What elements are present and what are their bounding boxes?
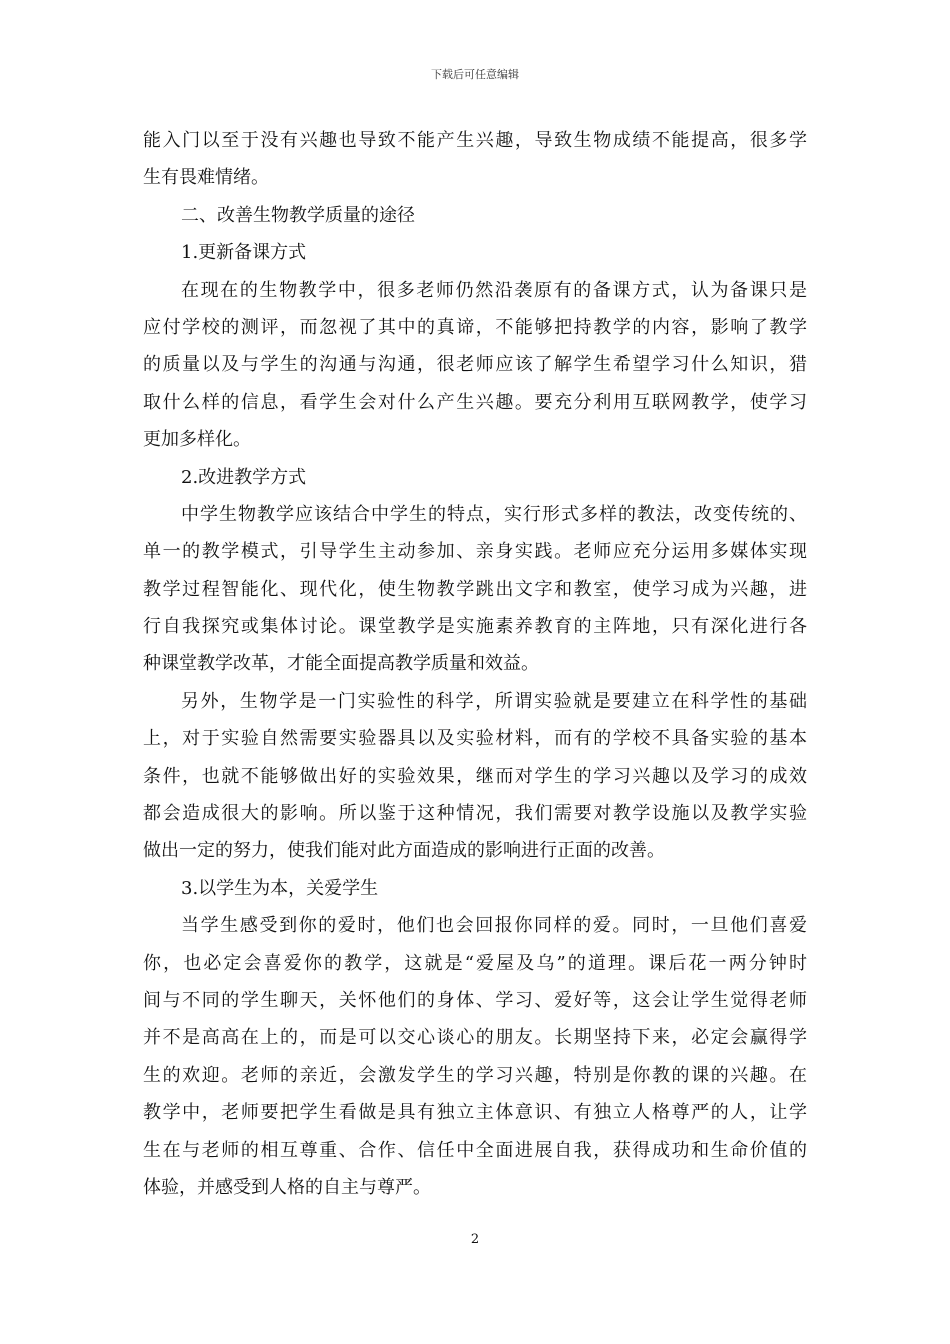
- text-line: 做出一定的努力，使我们能对此方面造成的影响进行正面的改善。: [143, 840, 665, 862]
- text-line: 当学生感受到你的爱时，他们也会回报你同样的爱。同时，一旦他们喜爱: [181, 915, 807, 937]
- text-line: 能入门以至于没有兴趣也导致不能产生兴趣，导致生物成绩不能提高，很多学: [143, 130, 807, 151]
- text-line: 的质量以及与学生的沟通与沟通，很老师应该了解学生希望学习什么知识，猎: [143, 354, 807, 376]
- text-line: 间与不同的学生聊天，关怀他们的身体、学习、爱好等，这会让学生觉得老师: [143, 989, 807, 1011]
- body-text: [143, 122, 807, 1206]
- text-line: 生有畏难情绪。: [143, 167, 269, 189]
- text-line: 更加多样化。: [143, 429, 251, 451]
- text-line: 条件，也就不能够做出好的实验效果，继而对学生的学习兴趣以及学习的成效: [143, 765, 807, 787]
- text-line: 生在与老师的相互尊重、合作、信任中全面进展自我，获得成功和生命价值的: [143, 1139, 807, 1161]
- text-line: 教学过程智能化、现代化，使生物教学跳出文字和教室，使学习成为兴趣，进: [143, 578, 807, 600]
- text-line: 教学中，老师要把学生看做是具有独立主体意识、有独立人格尊严的人，让学: [143, 1102, 807, 1124]
- text-line: 体验，并感受到人格的自主与尊严。: [143, 1176, 431, 1198]
- text-line: 中学生物教学应该结合中学生的特点，实行形式多样的教法，改变传统的、: [181, 503, 807, 525]
- text-line: 取什么样的信息，看学生会对什么产生兴趣。要充分利用互联网教学，使学习: [143, 391, 807, 413]
- text-line: 应付学校的测评，而忽视了其中的真谛，不能够把持教学的内容，影响了教学: [143, 316, 807, 338]
- text-line: 二、改善生物教学质量的途径: [181, 204, 415, 226]
- text-line: 上，对于实验自然需要实验器具以及实验材料，而有的学校不具备实验的基本: [143, 728, 807, 750]
- text-line: 你，也必定会喜爱你的教学，这就是“爱屋及乌”的道理。课后花一两分钟时: [143, 952, 807, 974]
- page-header: 下载后可任意编辑: [431, 68, 519, 81]
- text-line: 种课堂教学改革，才能全面提高教学质量和效益。: [143, 653, 539, 675]
- text-line: 在现在的生物教学中，很多老师仍然沿袭原有的备课方式，认为备课只是: [181, 279, 807, 301]
- text-line: 1.更新备课方式: [181, 242, 307, 264]
- text-line: 都会造成很大的影响。所以鉴于这种情况，我们需要对教学设施以及教学实验: [143, 803, 807, 825]
- text-line: 另外，生物学是一门实验性的科学，所谓实验就是要建立在科学性的基础: [181, 690, 807, 712]
- text-line: 2.改进教学方式: [181, 466, 307, 488]
- text-line: 行自我探究或集体讨论。课堂教学是实施素养教育的主阵地，只有深化进行各: [143, 616, 807, 638]
- text-line: 并不是高高在上的，而是可以交心谈心的朋友。长期坚持下来，必定会赢得学: [143, 1027, 807, 1049]
- text-line: 单一的教学模式，引导学生主动参加、亲身实践。老师应充分运用多媒体实现: [143, 541, 807, 563]
- text-line: 生的欢迎。老师的亲近，会激发学生的学习兴趣，特别是你教的课的兴趣。在: [143, 1064, 807, 1086]
- page-number: 2: [470, 1232, 480, 1247]
- text-line: 3.以学生为本，关爱学生: [181, 877, 379, 899]
